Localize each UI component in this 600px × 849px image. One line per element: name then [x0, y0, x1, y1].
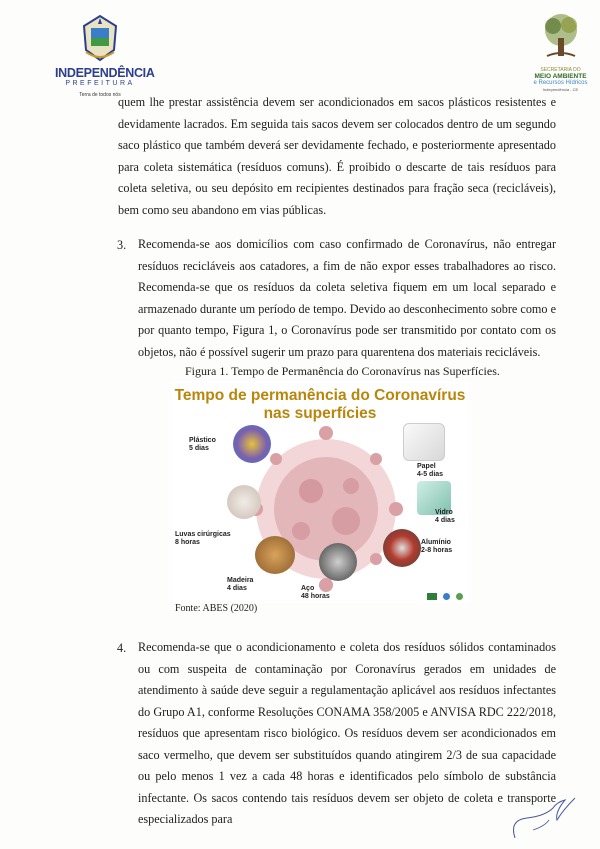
- steel-image: [319, 543, 357, 581]
- label-papel: Papel 4-5 dias: [417, 463, 444, 478]
- label-aco: Aço 48 horas: [301, 585, 330, 600]
- item-number-3: 3.: [117, 238, 127, 252]
- label-luvas: Luvas cirúrgicas 8 horas: [175, 531, 231, 546]
- item-number-4: 4.: [117, 641, 127, 655]
- label-madeira: Madeira 4 dias: [227, 577, 254, 592]
- figure-title-line1: Tempo de permanência do Coronavírus: [174, 387, 466, 404]
- city-crest-icon: [78, 12, 122, 62]
- figure-caption: Figura 1. Tempo de Permanência do Coronavírus nas Superfícies.: [185, 364, 500, 378]
- secretaria-logo: [523, 10, 598, 92]
- paragraph-item-3: Recomenda-se aos domicílios com caso confirmado de Coronavírus, não entregar resíduos recicláveis aos catadores, a fim de não expor esses trabalhadores ao risco. Recomenda-se que os resíduos da coleta seletiva fiquem em um local separado e armazenado durante um período de tempo. Devido ao desconhecimento sobre como e por quanto tempo, Figura 1, o Coronavírus pode ser transmitido por contato com os objetos, não é possível sugerir um prazo para quarentena dos materiais recicláveis.: [138, 237, 556, 359]
- signature-mark: [505, 790, 585, 845]
- city-slogan: Terra de todos nós: [79, 92, 121, 98]
- secretaria-line1: SECRETARIA DO: [540, 67, 581, 73]
- figure-title-line2: nas superfícies: [263, 405, 377, 422]
- coronavirus-surfaces-figure: [171, 381, 469, 603]
- paragraph-item-4: Recomenda-se que o acondicionamento e coleta dos resíduos sólidos contaminados ou com suspeita de contaminação por Coronavírus gerados em unidades de atendimento à saúde deve seguir a regulamentação aplicável aos resíduos infectantes do Grupo A1, conforme Resoluções CONAMA 358/2005 e ANVISA RDC 222/2018, resíduos que apresentam risco biológico. Os resíduos devem ser acondicionados em saco vermelho, que devem ser substituídos quando atingirem 2/3 de sua capacidade ou pelo menos 1 vez a cada 48 horas e identificados pelo símbolo de substância infectante. Os sacos contendo tais resíduos devem ser objeto de coleta e transporte especializados para: [138, 640, 556, 826]
- partner-logo-1-icon: [427, 593, 437, 600]
- tree-icon: [537, 10, 585, 62]
- prefeitura-label: PREFEITURA: [65, 80, 135, 87]
- partner-logo-2-icon: [443, 593, 450, 600]
- secretaria-line2: MEIO AMBIENTE: [534, 73, 587, 80]
- secretaria-line4: Independência - CE: [542, 87, 579, 92]
- aluminum-image: [383, 529, 421, 567]
- label-plastico: Plástico 5 dias: [189, 437, 216, 452]
- paragraph-continuation: quem lhe prestar assistência devem ser acondicionados em sacos plásticos resistentes e devidamente lacrados. Em seguida tais sacos devem ser colocados dentro de um segundo saco plástico que também deverá ser devidamente fechado, e posteriormente apresentado para coleta sistemática (resíduos comuns). É proibido o descarte de tais resíduos para coleta seletiva, ou seu depósito em recipientes destinados para fração seca (recicláveis), bem como seu abandono em vias públicas.: [118, 95, 556, 217]
- gloves-image: [227, 485, 261, 519]
- plastic-image: [233, 425, 271, 463]
- label-vidro: Vidro 4 dias: [435, 509, 455, 524]
- paper-image: [403, 423, 445, 461]
- prefeitura-logo: [55, 12, 155, 98]
- wood-image: [255, 536, 295, 574]
- figure-source: Fonte: ABES (2020): [175, 603, 258, 614]
- label-aluminio: Alumínio 2-8 horas: [421, 539, 453, 554]
- city-name: INDEPENDÊNCIA: [55, 66, 155, 80]
- secretaria-line3: e Recursos Hídricos: [533, 80, 588, 86]
- partner-logos: [427, 587, 463, 605]
- partner-logo-3-icon: [456, 593, 463, 600]
